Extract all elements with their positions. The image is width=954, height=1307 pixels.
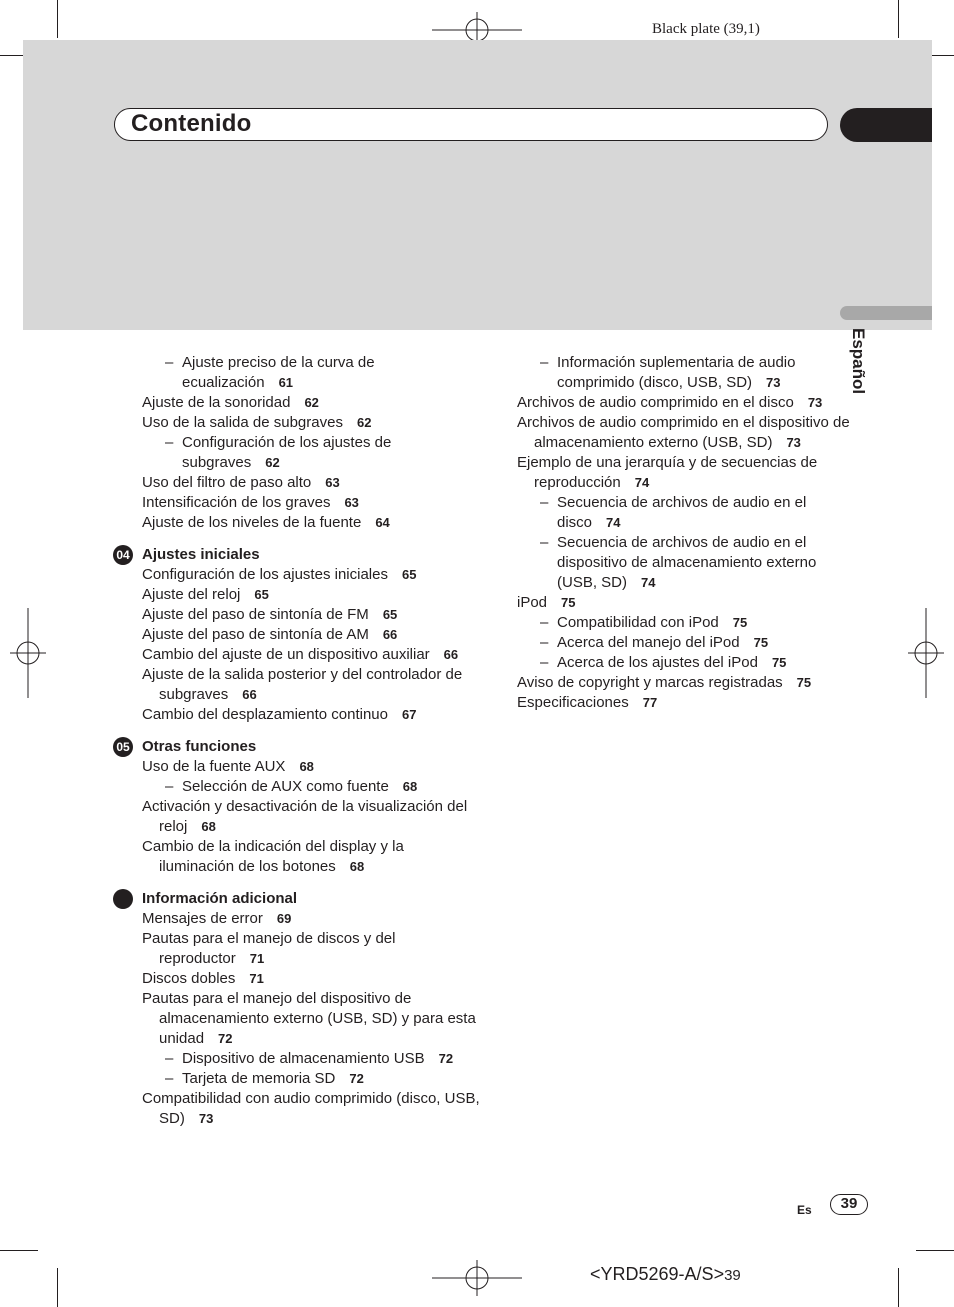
toc-entry[interactable] xyxy=(142,393,482,413)
toc-entry-title: Acerca de los ajustes del iPod xyxy=(557,654,758,671)
toc-entry[interactable] xyxy=(517,613,857,633)
toc-entry[interactable] xyxy=(142,929,482,969)
toc-entry[interactable] xyxy=(517,393,857,413)
toc-entry-title: Información suplementaria de audio comprimido (disco, USB, SD) xyxy=(557,354,796,391)
toc-entry[interactable] xyxy=(142,777,482,797)
subentry-dash: – xyxy=(540,634,549,651)
toc-entry-title: Cambio de la indicación del display y la iluminación de los botones xyxy=(142,838,404,875)
toc-entry-title: Ajuste de los niveles de la fuente xyxy=(142,514,362,531)
document-id xyxy=(590,1264,741,1285)
toc-entry[interactable] xyxy=(517,493,857,533)
toc-entry-page: 75 xyxy=(561,595,576,610)
plate-label: Black plate (39,1) xyxy=(652,21,760,37)
section-number-badge: 04 xyxy=(113,545,133,565)
toc-entry[interactable] xyxy=(517,533,857,593)
toc-entry-page: 72 xyxy=(218,1031,233,1046)
toc-entry-page: 75 xyxy=(771,655,787,670)
section-title: Ajustes iniciales xyxy=(142,546,260,563)
page-title: Contenido xyxy=(131,110,252,137)
subentry-dash: – xyxy=(165,1050,174,1067)
section-title: Información adicional xyxy=(142,890,298,907)
registration-mark-bottom xyxy=(432,1260,522,1296)
toc-section-heading xyxy=(116,545,482,565)
section-tab-black xyxy=(840,108,932,142)
toc-entry[interactable] xyxy=(142,493,482,513)
toc-entry[interactable] xyxy=(517,673,857,693)
toc-entry-page: 63 xyxy=(344,495,359,510)
toc-entry[interactable] xyxy=(142,513,482,533)
toc-left-column xyxy=(116,353,482,1129)
toc-section-heading xyxy=(142,889,482,909)
toc-entry-title: iPod xyxy=(517,594,548,611)
toc-entry[interactable] xyxy=(142,989,482,1049)
subentry-dash: – xyxy=(165,434,174,451)
document-id-suffix: 39 xyxy=(724,1267,741,1284)
toc-entry[interactable] xyxy=(142,625,482,645)
toc-entry-page: 77 xyxy=(642,695,658,710)
toc-entry-title: Mensajes de error xyxy=(142,910,263,927)
toc-entry-title: Pautas para el manejo del dispositivo de almacenamiento externo (USB, SD) y para esta unidad xyxy=(142,990,476,1047)
toc-entry-page: 75 xyxy=(753,635,769,650)
toc-entry-title: Ajuste del paso de sintonía de FM xyxy=(142,606,369,623)
toc-entry-page: 66 xyxy=(242,687,257,702)
toc-entry-page: 74 xyxy=(641,575,656,590)
toc-entry-title: Dispositivo de almacenamiento USB xyxy=(182,1050,425,1067)
toc-entry-title: Uso de la fuente AUX xyxy=(142,758,286,775)
toc-entry-title: Uso de la salida de subgraves xyxy=(142,414,343,431)
toc-entry[interactable] xyxy=(517,413,857,453)
toc-entry-title: Cambio del desplazamiento continuo xyxy=(142,706,388,723)
section-number-badge: 05 xyxy=(113,737,133,757)
toc-entry-page: 75 xyxy=(732,615,748,630)
toc-entry-title: Ajuste de la sonoridad xyxy=(142,394,291,411)
section-title: Otras funciones xyxy=(142,738,257,755)
toc-entry[interactable] xyxy=(142,757,482,777)
toc-entry-title: Cambio del ajuste de un dispositivo auxiliar xyxy=(142,646,430,663)
subentry-dash: – xyxy=(540,494,549,511)
toc-entry[interactable] xyxy=(142,909,482,929)
header-band xyxy=(23,40,932,330)
toc-entry-title: Compatibilidad con iPod xyxy=(557,614,719,631)
toc-entry[interactable] xyxy=(142,433,482,473)
toc-entry[interactable] xyxy=(517,633,857,653)
toc-entry-title: Acerca del manejo del iPod xyxy=(557,634,740,651)
toc-entry[interactable] xyxy=(142,605,482,625)
section-tab-gray xyxy=(840,306,932,320)
toc-entry-page: 62 xyxy=(304,395,319,410)
toc-entry-page: 68 xyxy=(299,759,314,774)
toc-entry-title: Ajuste preciso de la curva de ecualización xyxy=(182,354,375,391)
title-bar xyxy=(114,108,828,141)
language-tab: Español xyxy=(849,328,868,395)
subentry-dash: – xyxy=(165,778,174,795)
toc-entry-page: 71 xyxy=(249,971,264,986)
subentry-dash: – xyxy=(540,614,549,631)
toc-entry[interactable] xyxy=(142,565,482,585)
toc-entry[interactable] xyxy=(142,1069,482,1089)
toc-entry-title: Secuencia de archivos de audio en el dispositivo de almacenamiento externo (USB, SD) xyxy=(557,534,817,591)
subentry-dash: – xyxy=(165,354,174,371)
toc-entry-title: Secuencia de archivos de audio en el disco xyxy=(557,494,807,531)
toc-entry-page: 65 xyxy=(382,607,398,622)
toc-entry[interactable] xyxy=(142,353,482,393)
subentry-dash: – xyxy=(540,534,549,551)
toc-entry[interactable] xyxy=(517,653,857,673)
toc-entry-title: Archivos de audio comprimido en el disco xyxy=(517,394,794,411)
toc-entry-page: 63 xyxy=(325,475,340,490)
toc-entry[interactable] xyxy=(517,353,857,393)
toc-entry-page: 71 xyxy=(249,951,265,966)
toc-entry-title: Ajuste del paso de sintonía de AM xyxy=(142,626,369,643)
toc-entry-page: 67 xyxy=(401,707,417,722)
toc-entry-page: 73 xyxy=(766,375,781,390)
toc-entry-title: Especificaciones xyxy=(517,694,629,711)
toc-entry-page: 74 xyxy=(634,475,650,490)
toc-entry-title: Activación y desactivación de la visualización del reloj xyxy=(142,798,468,835)
subentry-dash: – xyxy=(540,354,549,371)
toc-entry-page: 72 xyxy=(349,1071,364,1086)
toc-section-heading xyxy=(116,737,482,757)
toc-entry-page: 66 xyxy=(382,627,398,642)
toc-entry[interactable] xyxy=(142,797,482,837)
toc-entry-title: Ajuste del reloj xyxy=(142,586,241,603)
language-code: Es xyxy=(797,1203,812,1217)
registration-mark-left xyxy=(10,608,46,698)
toc-entry-page: 65 xyxy=(254,587,269,602)
toc-entry-title: Pautas para el manejo de discos y del reproductor xyxy=(142,930,396,967)
document-id-code: <YRD5269-A/S> xyxy=(590,1264,725,1284)
toc-entry-page: 68 xyxy=(349,859,365,874)
toc-entry-page: 64 xyxy=(375,515,390,530)
page-number: 39 xyxy=(830,1194,868,1215)
toc-entry[interactable] xyxy=(517,693,857,713)
toc-entry-page: 62 xyxy=(356,415,372,430)
section-number-badge xyxy=(113,889,133,909)
toc-entry-page: 66 xyxy=(443,647,459,662)
toc-entry[interactable] xyxy=(142,413,482,433)
toc-entry-title: Compatibilidad con audio comprimido (disco, USB, SD) xyxy=(142,1090,480,1127)
toc-entry[interactable] xyxy=(142,585,482,605)
toc-entry[interactable] xyxy=(517,453,857,493)
toc-entry-title: Aviso de copyright y marcas registradas xyxy=(517,674,783,691)
toc-entry[interactable] xyxy=(142,969,482,989)
toc-entry-page: 73 xyxy=(786,435,801,450)
toc-entry-page: 73 xyxy=(198,1111,214,1126)
toc-entry-title: Intensificación de los graves xyxy=(142,494,331,511)
toc-entry-page: 62 xyxy=(265,455,280,470)
subentry-dash: – xyxy=(540,654,549,671)
toc-entry-title: Configuración de los ajustes iniciales xyxy=(142,566,388,583)
toc-entry-title: Discos dobles xyxy=(142,970,236,987)
toc-entry-title: Ajuste de la salida posterior y del controlador de subgraves xyxy=(142,666,463,703)
toc-entry-page: 65 xyxy=(401,567,417,582)
toc-entry-page: 68 xyxy=(201,819,216,834)
toc-entry-page: 72 xyxy=(438,1051,454,1066)
toc-entry-title: Uso del filtro de paso alto xyxy=(142,474,312,491)
toc-entry-page: 61 xyxy=(278,375,294,390)
registration-mark-right xyxy=(908,608,944,698)
toc-entry-title: Configuración de los ajustes de subgraves xyxy=(182,434,392,471)
subentry-dash: – xyxy=(165,1070,174,1087)
toc-entry-page: 69 xyxy=(276,911,292,926)
toc-entry[interactable] xyxy=(142,1089,482,1129)
toc-entry[interactable] xyxy=(142,1049,482,1069)
toc-entry-page: 73 xyxy=(807,395,823,410)
toc-entry[interactable] xyxy=(517,593,857,613)
toc-entry[interactable] xyxy=(142,705,482,725)
toc-entry-title: Archivos de audio comprimido en el dispositivo de almacenamiento externo (USB, SD) xyxy=(517,414,850,451)
toc-entry-title: Ejemplo de una jerarquía y de secuencias de reproducción xyxy=(517,454,818,491)
toc-entry-title: Tarjeta de memoria SD xyxy=(182,1070,336,1087)
toc-entry-title: Selección de AUX como fuente xyxy=(182,778,389,795)
toc-entry-page: 68 xyxy=(402,779,418,794)
toc-entry-page: 74 xyxy=(606,515,621,530)
toc-right-column xyxy=(517,353,857,713)
toc-entry[interactable] xyxy=(142,645,482,665)
toc-entry[interactable] xyxy=(142,837,482,877)
toc-entry[interactable] xyxy=(142,665,482,705)
toc-entry-page: 75 xyxy=(796,675,812,690)
toc-entry[interactable] xyxy=(142,473,482,493)
